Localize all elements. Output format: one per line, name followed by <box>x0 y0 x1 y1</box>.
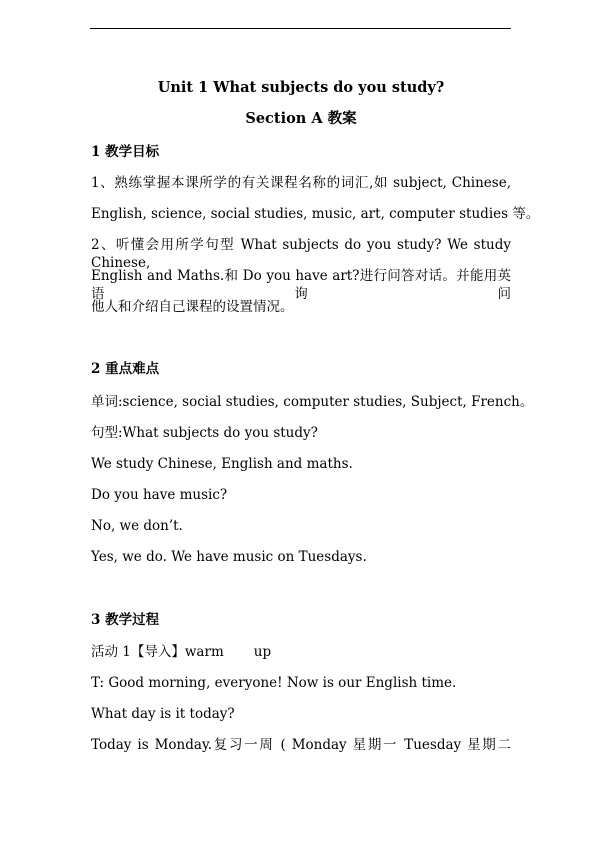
paragraph-line: Do you have music? <box>91 487 228 503</box>
paragraph-line: We study Chinese, English and maths. <box>91 456 353 472</box>
document-subtitle: Section A 教案 <box>245 110 357 127</box>
section-heading-objectives: 1 教学目标 <box>91 144 160 160</box>
paragraph-line: 单词:science, social studies, computer studies, Subject, French。 <box>91 394 534 410</box>
document-title: Unit 1 What subjects do you study? <box>157 79 445 96</box>
header-rule <box>90 28 511 29</box>
paragraph-line: English, science, social studies, music, art, computer studies 等。 <box>91 206 540 222</box>
paragraph-line: Yes, we do. We have music on Tuesdays. <box>91 549 367 565</box>
paragraph-line: 1、熟练掌握本课所学的有关课程名称的词汇,如 subject, Chinese, <box>91 175 511 191</box>
activity-label: 活动 1【导入】warm <box>91 644 224 660</box>
paragraph-line: 句型:What subjects do you study? <box>91 425 318 441</box>
paragraph-line: 他人和介绍自己课程的设置情况。 <box>91 299 294 315</box>
paragraph-line: No, we don’t. <box>91 518 183 534</box>
paragraph-line: 2、听懂会用所学句型 What subjects do you study? We study Chinese, <box>91 237 511 271</box>
paragraph-line <box>91 643 271 661</box>
paragraph-line: Today is Monday.复习一周 ( Monday 星期一 Tuesday 星期二 <box>91 737 511 753</box>
paragraph-line: T: Good morning, everyone! Now is our English time. <box>91 675 457 691</box>
section-heading-process: 3 教学过程 <box>91 612 160 628</box>
activity-label-tail: up <box>253 644 272 660</box>
paragraph-line: English and Maths.和 Do you have art?进行问答对话。并能用英语询问 <box>91 268 511 302</box>
paragraph-line: What day is it today? <box>91 706 235 722</box>
section-heading-key-points: 2 重点难点 <box>91 361 160 377</box>
